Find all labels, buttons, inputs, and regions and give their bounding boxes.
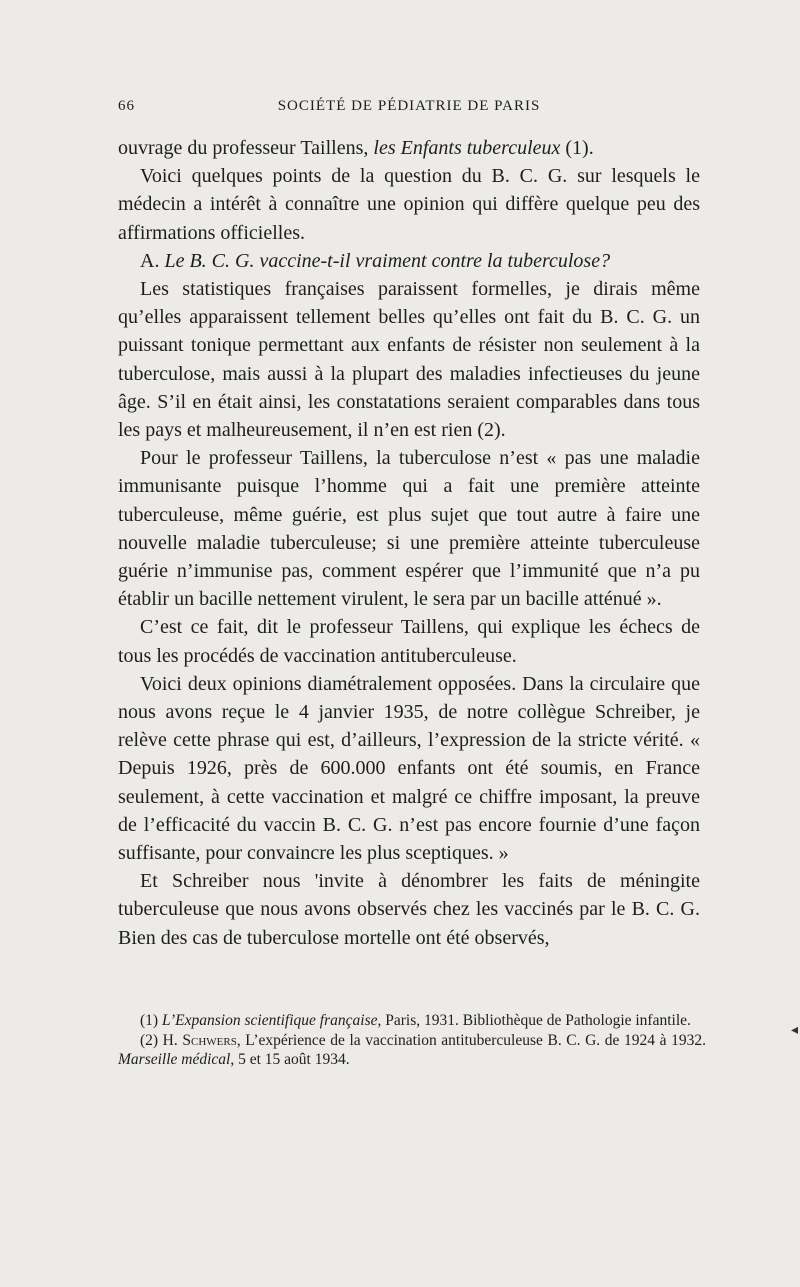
paragraph-4: Les statistiques françaises paraissent formelles, je dirais même qu’elles apparaissent tellement belles qu’elles ont fait du B. C. G. un puissant tonique permettant aux enfants de résister non seulement à la tuberculose, mais aussi à la plupart des maladies infectieuses du jeune âge. S’il en était ainsi, les constatations seraient comparables dans tous les pays et malheureusement, il n’en est rien (2). <box>118 278 700 442</box>
book-title: les Enfants tuberculeux <box>373 137 561 159</box>
footnote-1: (1) L’Expansion scientifique française, Paris, 1931. Bibliothèque de Pathologie infantile. <box>140 1012 691 1029</box>
question-text: Le B. C. G. vaccine-t-il vraiment contre la tuberculose? <box>164 249 611 272</box>
journal-title: Marseille médical <box>118 1051 231 1068</box>
footnote-2: (2) H. Schwers, L’expérience de la vaccination antituberculeuse B. C. G. de 1924 à 1932. Marseille médical, 5 et 15 août 1934. <box>118 1031 706 1068</box>
paragraph-7: Voici deux opinions diamétralement opposées. Dans la circulaire que nous avons reçue le 4 janvier 1935, de notre collègue Schreiber, je relève cette phrase qui est, d’ailleurs, l’expression de la stricte vérité. « Depuis 1926, près de 600.000 enfants ont été soumis, en France seulement, à cette vaccination et malgré ce chiffre imposant, la preuve de l’efficacité du vaccin B. C. G. n’est pas encore fournie d’une façon suffisante, pour convaincre les plus sceptiques. » <box>118 672 700 865</box>
footnotes <box>118 1011 706 1070</box>
paragraph-1: ouvrage du professeur Taillens, les Enfants tuberculeux (1). <box>118 137 594 159</box>
paragraph-5: Pour le professeur Taillens, la tuberculose n’est « pas une maladie immunisante puisque l’homme qui a fait une première atteinte tuberculeuse, même guérie, est plus sujet que tout autre à faire une nouvelle maladie tuberculeuse; si une première atteinte tuberculeuse guérie n’immunise pas, comment espérer que l’immunité que n’a pu établir un bacille nettement virulent, le sera par un bacille atténué ». <box>118 447 700 611</box>
running-title: SOCIÉTÉ DE PÉDIATRIE DE PARIS <box>277 98 541 114</box>
author-name: Schwers <box>182 1031 237 1049</box>
paragraph-8: Et Schreiber nous 'invite à dénombrer les faits de méningite tuberculeuse que nous avons observés chez les vaccinés par le B. C. G. Bien des cas de tuberculose mortelle ont été observés, <box>118 870 700 949</box>
section-question: A. Le B. C. G. vaccine-t-il vraiment contre la tuberculose? <box>140 249 611 272</box>
main-text <box>118 134 700 952</box>
paragraph-2: Voici quelques points de la question du B. C. G. sur lesquels le médecin a intérêt à connaître une opinion qui diffère quelque peu des affirmations officielles. <box>118 165 700 244</box>
page-number: 66 <box>118 98 135 114</box>
paragraph-6: C’est ce fait, dit le professeur Taillens, qui explique les échecs de tous les procédés de vaccination antituberculeuse. <box>118 616 700 667</box>
margin-mark: ◂ <box>791 1023 799 1038</box>
